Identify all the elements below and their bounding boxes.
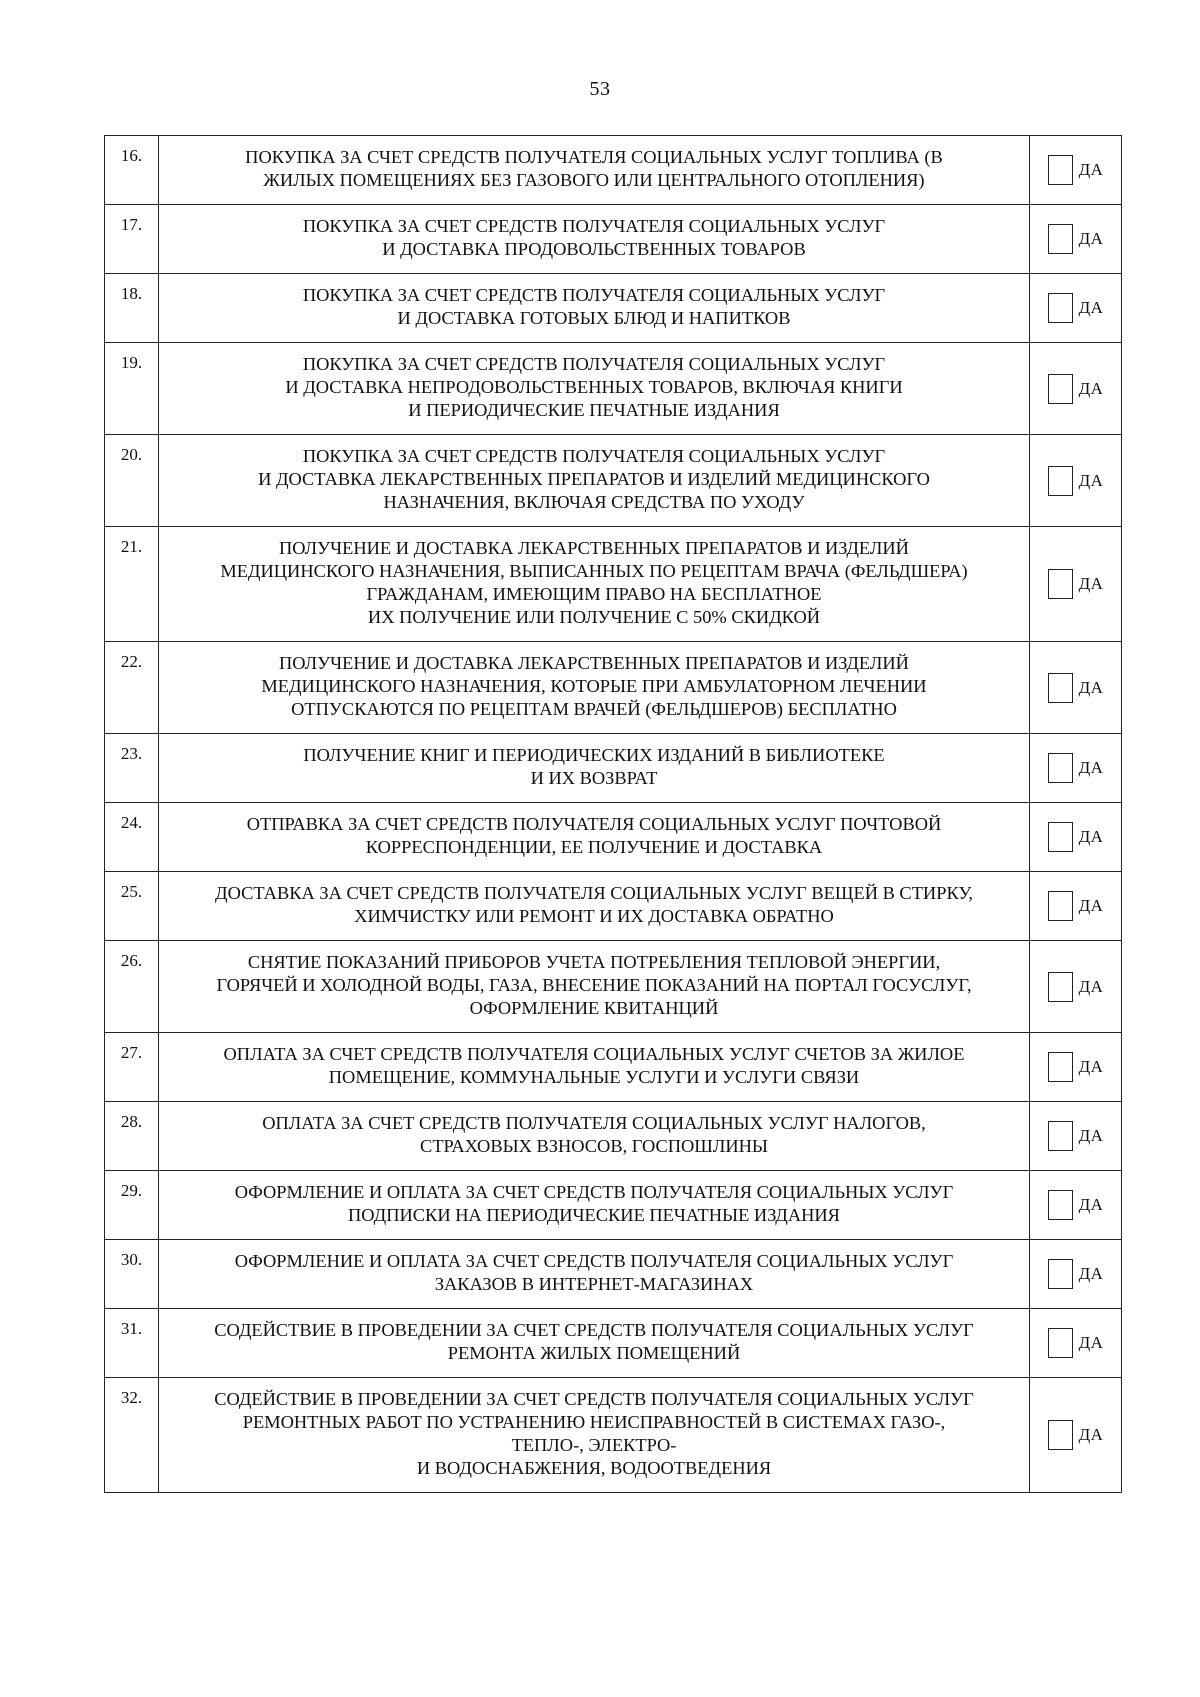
service-description	[159, 1033, 1030, 1102]
yes-option	[1030, 1259, 1121, 1289]
yes-option-cell	[1030, 642, 1122, 734]
row-number: 26.	[105, 941, 159, 1033]
row-number: 20.	[105, 435, 159, 527]
services-table	[104, 135, 1122, 1493]
yes-option-cell	[1030, 527, 1122, 642]
yes-option	[1030, 569, 1121, 599]
table-row	[105, 527, 1122, 642]
yes-checkbox[interactable]	[1048, 673, 1073, 703]
yes-checkbox[interactable]	[1048, 1121, 1073, 1151]
row-number: 25.	[105, 872, 159, 941]
yes-option-cell	[1030, 734, 1122, 803]
yes-option	[1030, 1190, 1121, 1220]
row-number: 28.	[105, 1102, 159, 1171]
yes-option	[1030, 224, 1121, 254]
service-description-line: ПОЛУЧЕНИЕ КНИГ И ПЕРИОДИЧЕСКИХ ИЗДАНИЙ В БИБЛИОТЕКЕ	[303, 745, 885, 765]
yes-checkbox[interactable]	[1048, 155, 1073, 185]
yes-checkbox[interactable]	[1048, 293, 1073, 323]
row-number: 16.	[105, 136, 159, 205]
yes-label: ДА	[1078, 976, 1104, 996]
page-number: 53	[589, 78, 611, 100]
table-row	[105, 642, 1122, 734]
yes-label: ДА	[1078, 160, 1104, 179]
service-description-line: И ДОСТАВКА ГОТОВЫХ БЛЮД И НАПИТКОВ	[397, 308, 791, 328]
table-row	[105, 343, 1122, 435]
yes-label: ДА	[1078, 574, 1104, 593]
yes-option	[1030, 822, 1121, 852]
service-description-line: ОФОРМЛЕНИЕ КВИТАНЦИЙ	[469, 998, 719, 1018]
yes-checkbox[interactable]	[1048, 569, 1073, 599]
service-description	[159, 274, 1030, 343]
yes-option	[1030, 466, 1121, 496]
service-description	[159, 1309, 1030, 1378]
row-number: 29.	[105, 1171, 159, 1240]
yes-checkbox[interactable]	[1048, 1420, 1073, 1450]
yes-checkbox[interactable]	[1048, 1052, 1073, 1082]
service-description-line: ПОКУПКА ЗА СЧЕТ СРЕДСТВ ПОЛУЧАТЕЛЯ СОЦИАЛЬНЫХ УСЛУГ	[302, 354, 886, 374]
service-description-line: И ДОСТАВКА НЕПРОДОВОЛЬСТВЕННЫХ ТОВАРОВ, ВКЛЮЧАЯ КНИГИ	[285, 377, 903, 397]
service-description-line: ОТПРАВКА ЗА СЧЕТ СРЕДСТВ ПОЛУЧАТЕЛЯ СОЦИАЛЬНЫХ УСЛУГ ПОЧТОВОЙ	[246, 814, 942, 834]
table-row	[105, 872, 1122, 941]
service-description	[159, 527, 1030, 642]
yes-option	[1030, 293, 1121, 323]
service-description	[159, 941, 1030, 1033]
table-row	[105, 136, 1122, 205]
row-number: 22.	[105, 642, 159, 734]
yes-option	[1030, 1328, 1121, 1358]
service-description-line: И ДОСТАВКА ПРОДОВОЛЬСТВЕННЫХ ТОВАРОВ	[382, 239, 806, 259]
yes-label: ДА	[1078, 298, 1104, 317]
yes-checkbox[interactable]	[1048, 224, 1073, 254]
yes-label: ДА	[1078, 1425, 1104, 1444]
yes-option-cell	[1030, 1171, 1122, 1240]
yes-option	[1030, 753, 1121, 783]
yes-label: ДА	[1078, 378, 1104, 398]
yes-label: ДА	[1078, 827, 1104, 846]
service-description	[159, 343, 1030, 435]
service-description-line: ГРАЖДАНАМ, ИМЕЮЩИМ ПРАВО НА БЕСПЛАТНОЕ	[366, 584, 822, 604]
service-description	[159, 734, 1030, 803]
table-row	[105, 205, 1122, 274]
yes-checkbox[interactable]	[1048, 1190, 1073, 1220]
service-description	[159, 1102, 1030, 1171]
yes-checkbox[interactable]	[1048, 891, 1073, 921]
yes-option-cell	[1030, 136, 1122, 205]
yes-option-cell	[1030, 1309, 1122, 1378]
row-number: 17.	[105, 205, 159, 274]
yes-option	[1030, 891, 1121, 921]
yes-option	[1030, 673, 1121, 703]
service-description-line: РЕМОНТНЫХ РАБОТ ПО УСТРАНЕНИЮ НЕИСПРАВНОСТЕЙ В СИСТЕМАХ ГАЗО-,	[242, 1412, 946, 1432]
service-description-line: ОПЛАТА ЗА СЧЕТ СРЕДСТВ ПОЛУЧАТЕЛЯ СОЦИАЛЬНЫХ УСЛУГ НАЛОГОВ,	[262, 1113, 926, 1133]
yes-option-cell	[1030, 435, 1122, 527]
service-description-line: ТЕПЛО-, ЭЛЕКТРО-	[511, 1435, 677, 1455]
service-description-line: МЕДИЦИНСКОГО НАЗНАЧЕНИЯ, ВЫПИСАННЫХ ПО РЕЦЕПТАМ ВРАЧА (ФЕЛЬДШЕРА)	[220, 561, 968, 581]
table-row	[105, 803, 1122, 872]
service-description-line: И ИХ ВОЗВРАТ	[530, 768, 658, 788]
row-number: 32.	[105, 1378, 159, 1493]
service-description-line: ПОКУПКА ЗА СЧЕТ СРЕДСТВ ПОЛУЧАТЕЛЯ СОЦИАЛЬНЫХ УСЛУГ ТОПЛИВА (В	[245, 147, 943, 167]
yes-checkbox[interactable]	[1048, 972, 1073, 1002]
yes-checkbox[interactable]	[1048, 753, 1073, 783]
table-row	[105, 734, 1122, 803]
service-description-line: ЗАКАЗОВ В ИНТЕРНЕТ-МАГАЗИНАХ	[434, 1274, 754, 1294]
service-description-line: И ВОДОСНАБЖЕНИЯ, ВОДООТВЕДЕНИЯ	[416, 1458, 772, 1478]
yes-option-cell	[1030, 343, 1122, 435]
yes-label: ДА	[1078, 1333, 1104, 1352]
yes-option	[1030, 374, 1121, 404]
row-number: 30.	[105, 1240, 159, 1309]
service-description-line: ПОКУПКА ЗА СЧЕТ СРЕДСТВ ПОЛУЧАТЕЛЯ СОЦИАЛЬНЫХ УСЛУГ	[302, 446, 886, 466]
service-description-line: РЕМОНТА ЖИЛЫХ ПОМЕЩЕНИЙ	[447, 1343, 741, 1363]
service-description-line: ПОМЕЩЕНИЕ, КОММУНАЛЬНЫЕ УСЛУГИ И УСЛУГИ СВЯЗИ	[328, 1067, 860, 1087]
service-description-line: ОФОРМЛЕНИЕ И ОПЛАТА ЗА СЧЕТ СРЕДСТВ ПОЛУЧАТЕЛЯ СОЦИАЛЬНЫХ УСЛУГ	[234, 1182, 954, 1202]
table-row	[105, 941, 1122, 1033]
row-number: 27.	[105, 1033, 159, 1102]
service-description	[159, 136, 1030, 205]
service-description-line: И ДОСТАВКА ЛЕКАРСТВЕННЫХ ПРЕПАРАТОВ И ИЗДЕЛИЙ МЕДИЦИНСКОГО	[258, 469, 930, 489]
yes-option-cell	[1030, 803, 1122, 872]
table-row	[105, 1309, 1122, 1378]
yes-option	[1030, 1121, 1121, 1151]
table-row	[105, 1240, 1122, 1309]
yes-option	[1030, 972, 1121, 1002]
yes-label: ДА	[1078, 470, 1104, 490]
service-description-line: ОПЛАТА ЗА СЧЕТ СРЕДСТВ ПОЛУЧАТЕЛЯ СОЦИАЛЬНЫХ УСЛУГ СЧЕТОВ ЗА ЖИЛОЕ	[223, 1044, 965, 1064]
row-number: 23.	[105, 734, 159, 803]
table-row	[105, 274, 1122, 343]
yes-checkbox[interactable]	[1048, 1259, 1073, 1289]
yes-label: ДА	[1078, 1264, 1104, 1283]
row-number: 21.	[105, 527, 159, 642]
table-row	[105, 1102, 1122, 1171]
service-description-line: СОДЕЙСТВИЕ В ПРОВЕДЕНИИ ЗА СЧЕТ СРЕДСТВ ПОЛУЧАТЕЛЯ СОЦИАЛЬНЫХ УСЛУГ	[214, 1320, 974, 1340]
service-description	[159, 205, 1030, 274]
yes-option-cell	[1030, 1102, 1122, 1171]
service-description	[159, 1171, 1030, 1240]
yes-checkbox[interactable]	[1048, 374, 1073, 404]
service-description-line: ПОКУПКА ЗА СЧЕТ СРЕДСТВ ПОЛУЧАТЕЛЯ СОЦИАЛЬНЫХ УСЛУГ	[302, 216, 886, 236]
yes-label: ДА	[1078, 229, 1104, 248]
service-description-line: ОТПУСКАЮТСЯ ПО РЕЦЕПТАМ ВРАЧЕЙ (ФЕЛЬДШЕРОВ) БЕСПЛАТНО	[291, 699, 897, 719]
service-description-line: ПОДПИСКИ НА ПЕРИОДИЧЕСКИЕ ПЕЧАТНЫЕ ИЗДАНИЯ	[348, 1205, 840, 1225]
service-description-line: СОДЕЙСТВИЕ В ПРОВЕДЕНИИ ЗА СЧЕТ СРЕДСТВ ПОЛУЧАТЕЛЯ СОЦИАЛЬНЫХ УСЛУГ	[214, 1389, 974, 1409]
yes-option-cell	[1030, 941, 1122, 1033]
table-row	[105, 1378, 1122, 1493]
yes-label: ДА	[1078, 1057, 1104, 1076]
service-description	[159, 803, 1030, 872]
yes-label: ДА	[1078, 1126, 1104, 1145]
service-description-line: ПОКУПКА ЗА СЧЕТ СРЕДСТВ ПОЛУЧАТЕЛЯ СОЦИАЛЬНЫХ УСЛУГ	[302, 285, 886, 305]
row-number: 18.	[105, 274, 159, 343]
service-description-line: СТРАХОВЫХ ВЗНОСОВ, ГОСПОШЛИНЫ	[420, 1136, 768, 1156]
yes-option-cell	[1030, 1033, 1122, 1102]
service-description	[159, 872, 1030, 941]
yes-checkbox[interactable]	[1048, 822, 1073, 852]
service-description-line: ЖИЛЫХ ПОМЕЩЕНИЯХ БЕЗ ГАЗОВОГО ИЛИ ЦЕНТРАЛЬНОГО ОТОПЛЕНИЯ)	[263, 170, 925, 190]
yes-label: ДА	[1078, 758, 1104, 777]
table-row	[105, 435, 1122, 527]
yes-option	[1030, 1420, 1121, 1450]
yes-checkbox[interactable]	[1048, 466, 1073, 496]
service-description-line: МЕДИЦИНСКОГО НАЗНАЧЕНИЯ, КОТОРЫЕ ПРИ АМБУЛАТОРНОМ ЛЕЧЕНИИ	[261, 676, 927, 696]
yes-option	[1030, 155, 1121, 185]
yes-option	[1030, 1052, 1121, 1082]
yes-label: ДА	[1078, 896, 1104, 915]
service-description-line: ХИМЧИСТКУ ИЛИ РЕМОНТ И ИХ ДОСТАВКА ОБРАТНО	[354, 906, 834, 926]
service-description	[159, 1378, 1030, 1493]
service-description	[159, 1240, 1030, 1309]
service-description-line: ГОРЯЧЕЙ И ХОЛОДНОЙ ВОДЫ, ГАЗА, ВНЕСЕНИЕ ПОКАЗАНИЙ НА ПОРТАЛ ГОСУСЛУГ,	[216, 975, 972, 995]
yes-option-cell	[1030, 872, 1122, 941]
service-description-line: ПОЛУЧЕНИЕ И ДОСТАВКА ЛЕКАРСТВЕННЫХ ПРЕПАРАТОВ И ИЗДЕЛИЙ	[279, 653, 909, 673]
yes-checkbox[interactable]	[1048, 1328, 1073, 1358]
service-description-line: СНЯТИЕ ПОКАЗАНИЙ ПРИБОРОВ УЧЕТА ПОТРЕБЛЕНИЯ ТЕПЛОВОЙ ЭНЕРГИИ,	[247, 952, 941, 972]
service-description-line: ИХ ПОЛУЧЕНИЕ ИЛИ ПОЛУЧЕНИЕ С 50% СКИДКОЙ	[367, 607, 821, 627]
service-description-line: ПОЛУЧЕНИЕ И ДОСТАВКА ЛЕКАРСТВЕННЫХ ПРЕПАРАТОВ И ИЗДЕЛИЙ	[279, 538, 909, 558]
row-number: 24.	[105, 803, 159, 872]
table-row	[105, 1033, 1122, 1102]
table-row	[105, 1171, 1122, 1240]
service-description-line: ДОСТАВКА ЗА СЧЕТ СРЕДСТВ ПОЛУЧАТЕЛЯ СОЦИАЛЬНЫХ УСЛУГ ВЕЩЕЙ В СТИРКУ,	[215, 883, 973, 903]
yes-option-cell	[1030, 205, 1122, 274]
yes-option-cell	[1030, 1240, 1122, 1309]
service-description-line: КОРРЕСПОНДЕНЦИИ, ЕЕ ПОЛУЧЕНИЕ И ДОСТАВКА	[365, 837, 823, 857]
service-description-line: НАЗНАЧЕНИЯ, ВКЛЮЧАЯ СРЕДСТВА ПО УХОДУ	[383, 492, 805, 512]
yes-label: ДА	[1078, 677, 1104, 697]
row-number: 31.	[105, 1309, 159, 1378]
yes-option-cell	[1030, 274, 1122, 343]
service-description-line: ОФОРМЛЕНИЕ И ОПЛАТА ЗА СЧЕТ СРЕДСТВ ПОЛУЧАТЕЛЯ СОЦИАЛЬНЫХ УСЛУГ	[234, 1251, 954, 1271]
services-table-body	[105, 136, 1122, 1493]
row-number: 19.	[105, 343, 159, 435]
yes-option-cell	[1030, 1378, 1122, 1493]
yes-label: ДА	[1078, 1195, 1104, 1214]
service-description	[159, 435, 1030, 527]
service-description	[159, 642, 1030, 734]
service-description-line: И ПЕРИОДИЧЕСКИЕ ПЕЧАТНЫЕ ИЗДАНИЯ	[408, 400, 780, 420]
